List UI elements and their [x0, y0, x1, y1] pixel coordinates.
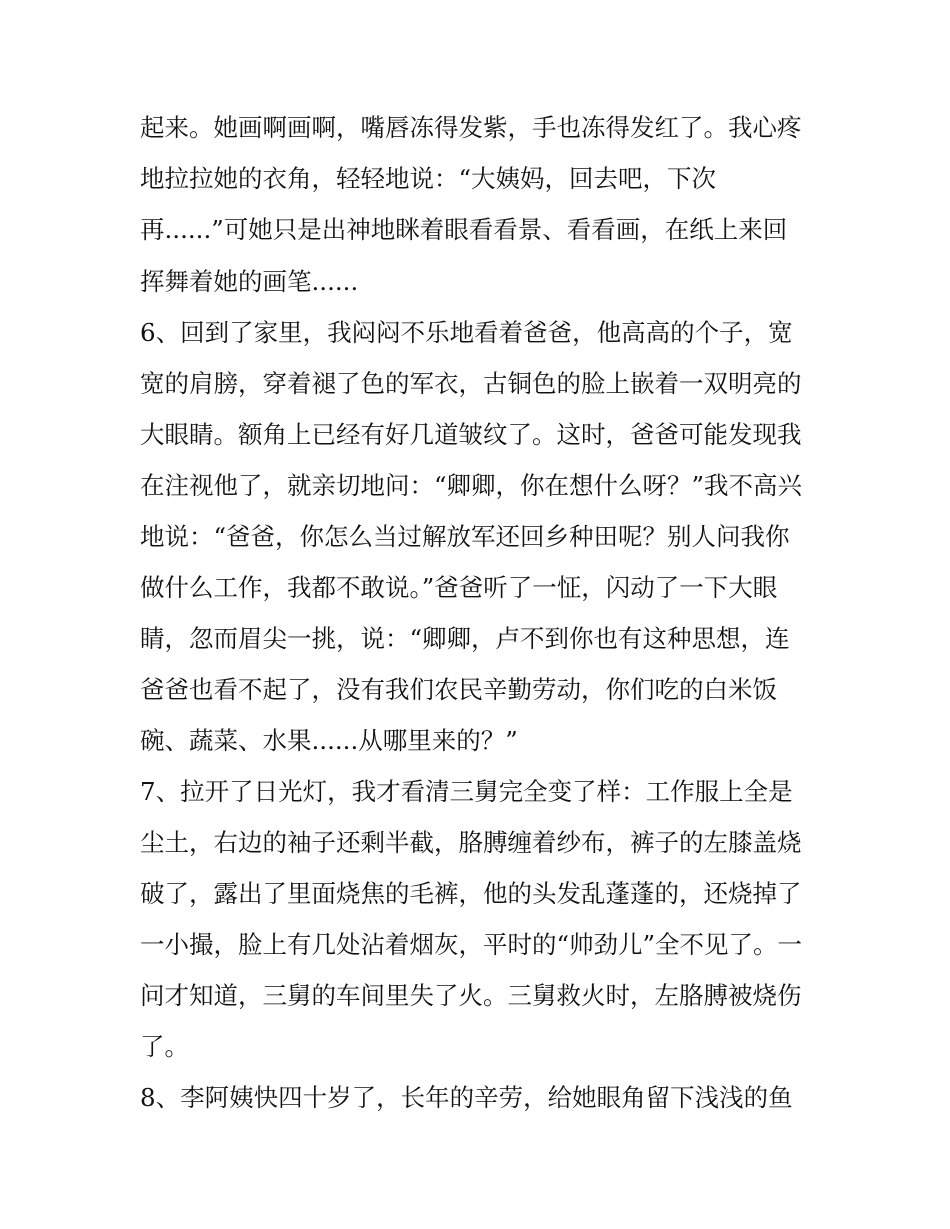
text-line: 8、李阿姨快四十岁了，长年的辛劳，给她眼角留下浅浅的鱼: [140, 1083, 793, 1112]
text-line: 6、回到了家里，我闷闷不乐地看着爸爸，他高高的个子，宽: [140, 318, 793, 347]
text-line: 问才知道，三舅的车间里失了火。三舅救火时，左胳膊被烧伤: [140, 981, 802, 1010]
text-line: 了。: [140, 1032, 189, 1061]
text-line: 再......”可她只是出神地眯着眼看看景、看看画，在纸上来回: [140, 215, 788, 244]
text-line: 尘土，右边的袖子还剩半截，胳膊缠着纱布，裤子的左膝盖烧: [140, 828, 802, 857]
text-line: 挥舞着她的画笔......: [140, 267, 359, 296]
text-line: 爸爸也看不起了，没有我们农民辛勤劳动，你们吃的白米饭: [140, 675, 777, 704]
text-line: 地拉拉她的衣角，轻轻地说：“大姨妈，回去吧，下次: [140, 164, 717, 193]
text-line: 在注视他了，就亲切地问：“卿卿，你在想什么呀？”我不高兴: [140, 471, 803, 500]
text-line: 大眼睛。额角上已经有好几道皱纹了。这时，爸爸可能发现我: [140, 420, 802, 449]
text-line: 宽的肩膀，穿着褪了色的军衣，古铜色的脸上嵌着一双明亮的: [140, 369, 802, 398]
text-line: 7、拉开了日光灯，我才看清三舅完全变了样：工作服上全是: [140, 777, 793, 806]
text-line: 一小撮，脸上有几处沾着烟灰，平时的“帅劲儿”全不见了。一: [140, 930, 803, 959]
text-line: 破了，露出了里面烧焦的毛裤，他的头发乱蓬蓬的，还烧掉了: [140, 879, 802, 908]
text-line: 碗、蔬菜、水果......从哪里来的？”: [140, 726, 518, 755]
text-line: 地说：“爸爸，你怎么当过解放军还回乡种田呢？别人问我你: [140, 522, 790, 551]
text-line: 睛，忽而眉尖一挑，说：“卿卿，卢不到你也有这种思想，连: [140, 624, 790, 653]
text-line: 起来。她画啊画啊，嘴唇冻得发紫，手也冻得发红了。我心疼: [140, 113, 802, 142]
text-line: 做什么工作，我都不敢说。”爸爸听了一怔，闪动了一下大眼: [140, 573, 778, 602]
